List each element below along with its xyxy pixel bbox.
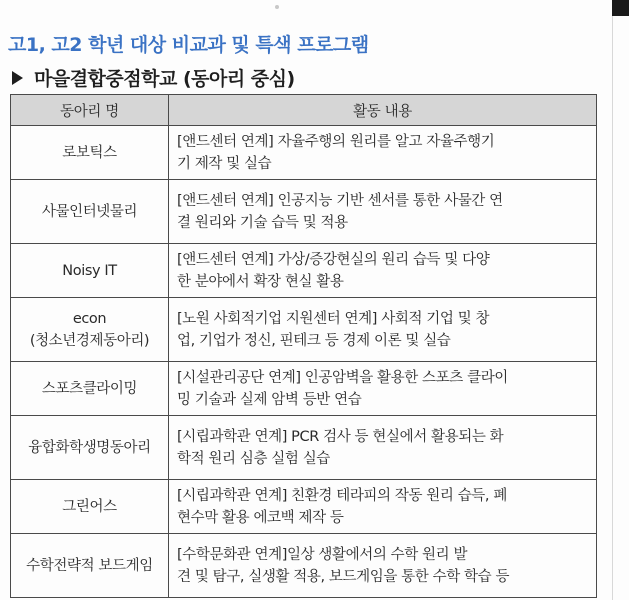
activity-line: 밍 기술과 실제 암벽 등반 연습 [177, 391, 362, 408]
subsection-heading-text: 마을결합중점학교 (동아리 중심) [34, 68, 295, 90]
activity-line: [시설관리공단 연계] 인공암벽을 활용한 스포츠 클라이 [177, 369, 508, 386]
club-name-line: Noisy IT [62, 262, 117, 279]
activity-cell [169, 126, 597, 180]
club-activity-table [10, 94, 597, 598]
activity-cell [169, 480, 597, 534]
club-name-line: 스포츠클라이밍 [41, 380, 138, 397]
table-row [11, 480, 597, 534]
club-name-line: (청소년경제동아리) [29, 332, 150, 349]
club-name-cell [11, 298, 169, 362]
activity-cell [169, 534, 597, 598]
activity-line: [앤드센터 연계] 인공지능 기반 센서를 통한 사물간 연 [177, 192, 503, 209]
table-row [11, 534, 597, 598]
club-name-cell [11, 180, 169, 244]
scan-edge-line [612, 16, 613, 600]
club-name-line: 융합화학생명동아리 [28, 439, 151, 456]
club-name-line: 그린어스 [62, 498, 117, 515]
activity-line: 결 원리와 기술 습득 및 적용 [177, 214, 348, 231]
section-heading: 고1, 고2 학년 대상 비교과 및 특색 프로그램 [8, 34, 369, 56]
table-row [11, 298, 597, 362]
activity-line: 한 분야에서 확장 현실 활용 [177, 273, 344, 290]
header-activity: 활동 내용 [169, 95, 597, 126]
activity-cell [169, 362, 597, 416]
club-name-line: 사물인터넷물리 [41, 203, 138, 220]
table-row [11, 126, 597, 180]
table-header-row [11, 95, 597, 126]
activity-line: [시립과학관 연계] PCR 검사 등 현실에서 활용되는 화 [177, 428, 504, 445]
activity-line: 현수막 활용 에코백 제작 등 [177, 509, 344, 526]
club-name-cell [11, 244, 169, 298]
club-name-cell [11, 126, 169, 180]
activity-cell [169, 180, 597, 244]
club-name-cell [11, 534, 169, 598]
club-name-cell [11, 416, 169, 480]
activity-line: 기 제작 및 실습 [177, 155, 272, 172]
triangle-bullet-icon [12, 71, 23, 85]
table-row [11, 244, 597, 298]
activity-cell [169, 244, 597, 298]
club-name-line: 로보틱스 [62, 144, 117, 161]
activity-line: [앤드센터 연계] 가상/증강현실의 원리 습득 및 다양 [177, 251, 490, 268]
club-name-cell [11, 362, 169, 416]
scan-edge-mark [612, 0, 629, 16]
club-name-line: econ [72, 310, 107, 327]
activity-line: [노원 사회적기업 지원센터 연계] 사회적 기업 및 창 [177, 310, 490, 327]
subsection-heading [12, 64, 295, 91]
table-row [11, 362, 597, 416]
activity-line: 학적 원리 심층 실험 실습 [177, 450, 330, 467]
table-row [11, 180, 597, 244]
activity-line: [수학문화관 연계]일상 생활에서의 수학 원리 발 [177, 546, 468, 563]
header-club-name: 동아리 명 [11, 95, 169, 126]
activity-cell [169, 416, 597, 480]
activity-line: 업, 기업가 정신, 핀테크 등 경제 이론 및 실습 [177, 332, 451, 349]
club-name-line: 수학전략적 보드게임 [26, 557, 153, 574]
activity-line: [시립과학관 연계] 친환경 테라피의 작동 원리 습득, 폐 [177, 487, 507, 504]
club-name-cell [11, 480, 169, 534]
activity-line: [앤드센터 연계] 자율주행의 원리를 알고 자율주행기 [177, 133, 495, 150]
scan-speck [275, 5, 279, 9]
activity-cell [169, 298, 597, 362]
table-row [11, 416, 597, 480]
activity-line: 견 및 탐구, 실생활 적용, 보드게임을 통한 수학 학습 등 [177, 568, 510, 585]
